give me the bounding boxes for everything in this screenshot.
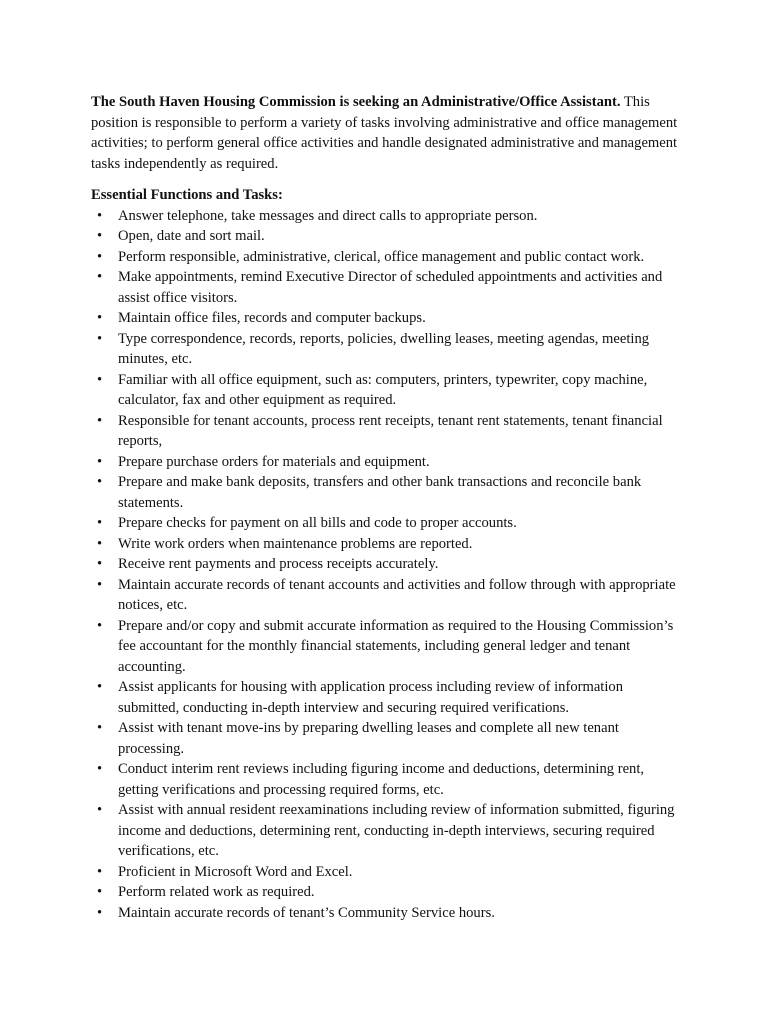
bullet-icon: •: [97, 720, 103, 736]
list-item: [91, 329, 681, 370]
list-item-text: Perform responsible, administrative, clerical, office management and public contact work.: [118, 248, 645, 265]
list-item-text: Prepare and make bank deposits, transfers and other bank transactions and reconcile bank statements.: [118, 474, 642, 511]
list-item: [91, 903, 681, 924]
list-item-text: Type correspondence, records, reports, policies, dwelling leases, meeting agendas, meeting minutes, etc.: [118, 330, 650, 367]
list-item: [91, 882, 681, 903]
intro-paragraph: [91, 92, 681, 174]
list-item: [91, 677, 681, 718]
bullet-icon: •: [97, 207, 103, 224]
bullet-icon: •: [97, 904, 103, 921]
bullet-icon: •: [97, 330, 103, 347]
bullet-icon: •: [97, 248, 103, 265]
intro-lead: The South Haven Housing Commission is seeking an Administrative/Office Assistant.: [91, 94, 621, 110]
list-item-text: Open, date and sort mail.: [118, 228, 265, 244]
bullet-icon: •: [97, 576, 103, 593]
list-item: [91, 616, 681, 678]
bullet-icon: •: [97, 269, 103, 285]
list-item-text: Answer telephone, take messages and direct calls to appropriate person.: [118, 207, 538, 224]
list-item-text: Write work orders when maintenance problems are reported.: [118, 535, 473, 552]
list-item-text: Proficient in Microsoft Word and Excel.: [118, 863, 353, 880]
list-item: [91, 862, 681, 883]
bullet-icon: •: [97, 617, 103, 634]
list-item-text: Maintain accurate records of tenant’s Community Service hours.: [118, 904, 495, 921]
list-item: [91, 575, 681, 616]
list-item-text: Prepare purchase orders for materials and equipment.: [118, 453, 430, 470]
list-item-text: Assist with tenant move-ins by preparing dwelling leases and complete all new tenant processing.: [118, 720, 619, 757]
bullet-icon: •: [97, 515, 103, 531]
list-item-text: Conduct interim rent reviews including figuring income and deductions, determining rent, getting verifications and processing required forms, etc.: [118, 761, 645, 798]
bullet-icon: •: [97, 802, 103, 818]
bullet-icon: •: [97, 535, 103, 552]
list-item: [91, 513, 681, 534]
task-list: [91, 206, 681, 924]
list-item: [91, 534, 681, 555]
bullet-icon: •: [97, 474, 103, 490]
bullet-icon: •: [97, 679, 103, 695]
list-item-text: Prepare and/or copy and submit accurate information as required to the Housing Commission’s fee accountant for the monthly financial statements, including general ledger and tenant accounting.: [118, 617, 674, 675]
list-item: [91, 370, 681, 411]
list-item: [91, 411, 681, 452]
bullet-icon: •: [97, 761, 103, 777]
list-item: [91, 472, 681, 513]
list-item: [91, 554, 681, 575]
list-item-text: Maintain office files, records and computer backups.: [118, 310, 426, 326]
bullet-icon: •: [97, 453, 103, 470]
list-item-text: Responsible for tenant accounts, process rent receipts, tenant rent statements, tenant financial reports,: [118, 412, 663, 449]
list-item: [91, 226, 681, 247]
list-item: [91, 267, 681, 308]
list-item: [91, 759, 681, 800]
document-page: [91, 92, 681, 923]
list-item-text: Make appointments, remind Executive Director of scheduled appointments and activities and assist office visitors.: [118, 269, 663, 306]
bullet-icon: •: [97, 863, 103, 880]
list-item: [91, 452, 681, 473]
bullet-icon: •: [97, 310, 103, 326]
list-item: [91, 308, 681, 329]
list-item: [91, 206, 681, 227]
list-item-text: Assist applicants for housing with application process including review of information submitted, conducting in-depth interview and securing required verifications.: [118, 679, 624, 716]
list-item: [91, 718, 681, 759]
list-item: [91, 800, 681, 862]
list-item-text: Prepare checks for payment on all bills and code to proper accounts.: [118, 515, 517, 531]
section-heading: Essential Functions and Tasks:: [91, 187, 283, 203]
list-item-text: Perform related work as required.: [118, 884, 315, 900]
list-item-text: Maintain accurate records of tenant accounts and activities and follow through with appropriate notices, etc.: [118, 576, 676, 613]
bullet-icon: •: [97, 884, 103, 900]
intro-body: This position is responsible to perform a variety of tasks involving administrative and office management activities; to perform general office activities and handle designated administrative and management tasks independently as required.: [91, 94, 678, 172]
list-item-text: Assist with annual resident reexaminations including review of information submitted, figuring income and deductions, determining rent, conducting in-depth interviews, securing required verifications, etc.: [118, 802, 675, 859]
bullet-icon: •: [97, 556, 103, 572]
list-item: [91, 247, 681, 268]
bullet-icon: •: [97, 412, 103, 429]
list-item-text: Receive rent payments and process receipts accurately.: [118, 556, 439, 572]
list-item-text: Familiar with all office equipment, such as: computers, printers, typewriter, copy machine, calculator, fax and other equipment as required.: [118, 371, 648, 408]
bullet-icon: •: [97, 371, 103, 388]
bullet-icon: •: [97, 228, 103, 244]
